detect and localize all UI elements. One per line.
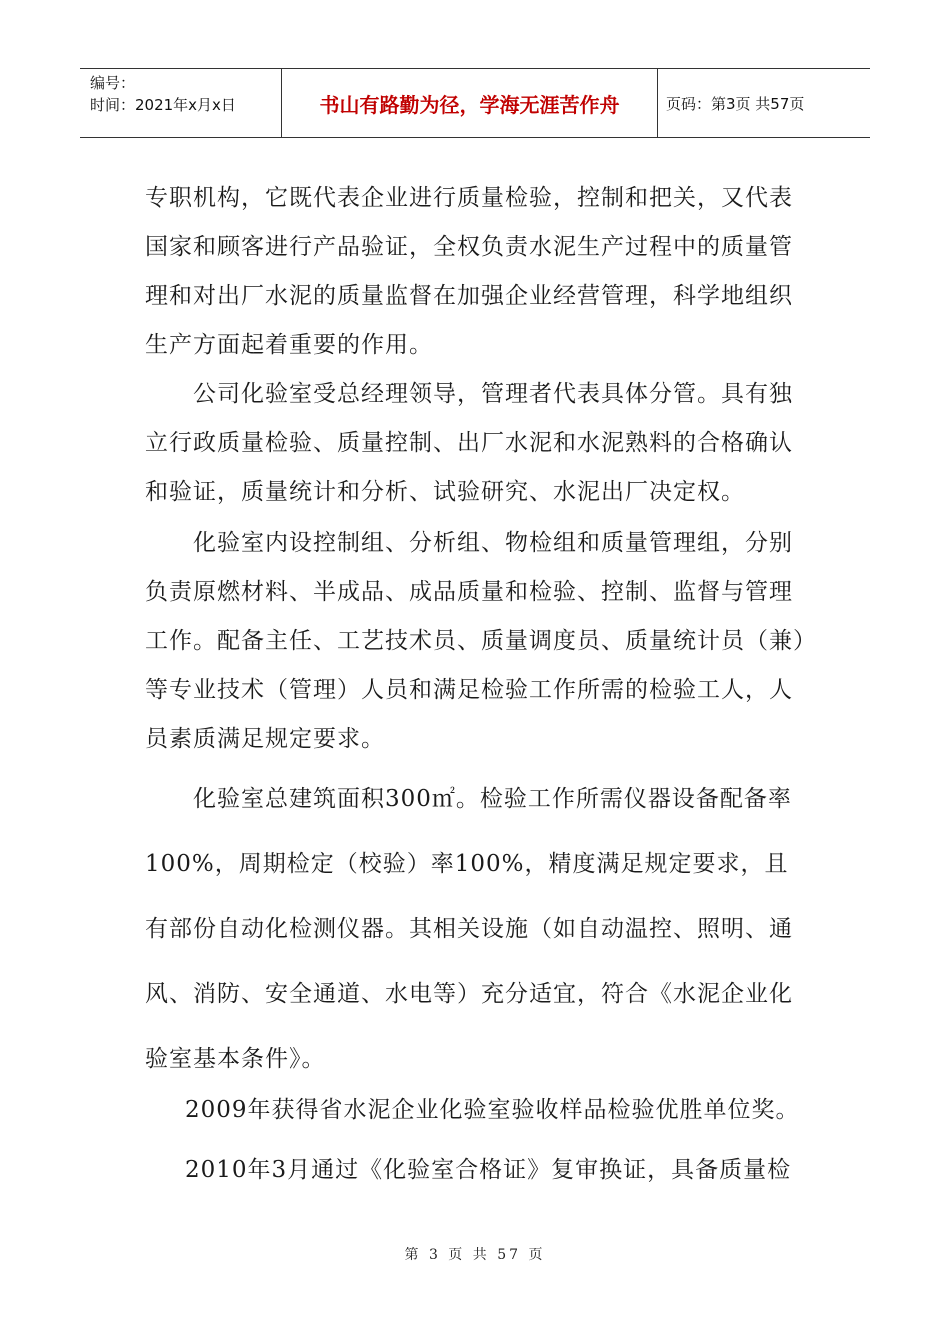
page-header (80, 68, 870, 138)
header-page-info: 页码：第3页 共57页 (666, 94, 805, 113)
header-motto: 书山有路勤为径，学海无涯苦作舟 (282, 69, 658, 137)
document-number-label: 编号： (90, 74, 136, 92)
header-meta (80, 69, 282, 137)
page-footer: 第 3 页 共 57 页 (404, 1247, 546, 1263)
body-paragraph: 化验室总建筑面积300㎡。检验工作所需仪器设备配备率100%，周期检定（校验）率100%，精度满足规定要求，且有部份自动化检测仪器。其相关设施（如自动温控、照明、通风、消防、安全通道、水电等）充分适宜，符合《水泥企业化验室基本条件》。 (145, 786, 793, 1072)
body-paragraph: 专职机构，它既代表企业进行质量检验，控制和把关，又代表国家和顾客进行产品验证，全权负责水泥生产过程中的质量管理和对出厂水泥的质量监督在加强企业经营管理，科学地组织生产方面起着重要的作用。 (145, 185, 793, 358)
document-time-label: 时间：2021年x月x日 (90, 96, 236, 114)
body-paragraph: 2010年3月通过《化验室合格证》复审换证，具备质量检 (185, 1157, 792, 1183)
body-paragraph: 化验室内设控制组、分析组、物检组和质量管理组，分别负责原燃材料、半成品、成品质量和检验、控制、监督与管理工作。配备主任、工艺技术员、质量调度员、质量统计员（兼）等专业技术（管理）人员和满足检验工作所需的检验工人，人员素质满足规定要求。 (145, 530, 806, 752)
body-paragraph: 公司化验室受总经理领导，管理者代表具体分管。具有独立行政质量检验、质量控制、出厂水泥和水泥熟料的合格确认和验证，质量统计和分析、试验研究、水泥出厂决定权。 (145, 381, 793, 505)
body-paragraph: 2009年获得省水泥企业化验室验收样品检验优胜单位奖。 (185, 1097, 800, 1123)
